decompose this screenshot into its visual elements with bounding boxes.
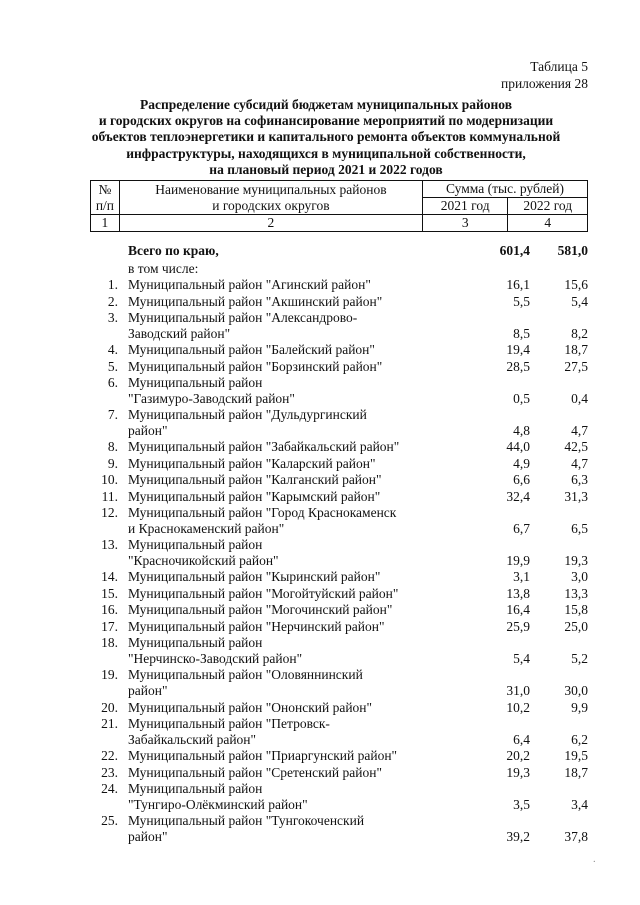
row-name: Муниципальный район "Забайкальский район": [128, 439, 400, 455]
row-value-2022: 9,9: [571, 699, 588, 715]
row-number: 3.: [107, 310, 118, 326]
row-value-2022: 8,2: [571, 325, 588, 341]
row-value-2022: 15,8: [564, 602, 588, 618]
header-year-2021: 2021 год: [422, 198, 507, 215]
table-row: [90, 635, 588, 666]
row-name: Муниципальный район "Калганский район": [128, 472, 382, 488]
row-number: 24.: [101, 781, 118, 797]
total-row: [90, 243, 588, 259]
row-value-2021: 3,5: [513, 796, 530, 812]
row-value-2021: 3,1: [513, 569, 530, 585]
table-row: [90, 277, 588, 293]
row-value-2022: 4,7: [571, 455, 588, 471]
row-name: Муниципальный район "Балейский район": [128, 342, 375, 358]
row-value-2021: 8,5: [513, 325, 530, 341]
row-number: 18.: [101, 635, 118, 651]
table-row: [90, 667, 588, 698]
column-index-3: 3: [422, 215, 507, 232]
row-value-2021: 0,5: [513, 390, 530, 406]
row-value-2021: 31,0: [506, 683, 530, 699]
row-name: Муниципальный район "Приаргунский район": [128, 748, 398, 764]
table-row: [90, 489, 588, 505]
table-row: [90, 765, 588, 781]
row-number: 16.: [101, 602, 118, 618]
table-row: [90, 439, 588, 455]
row-value-2022: 18,7: [564, 342, 588, 358]
row-value-2021: 19,3: [506, 764, 530, 780]
row-value-2021: 6,7: [513, 520, 530, 536]
column-index-2: 2: [119, 215, 422, 232]
appendix-reference: приложения 28: [500, 76, 588, 91]
row-number: 9.: [107, 455, 118, 471]
header-sum: Сумма (тыс. рублей): [422, 181, 587, 198]
row-value-2021: 44,0: [506, 439, 530, 455]
row-value-2022: 42,5: [564, 439, 588, 455]
row-value-2022: 13,3: [564, 585, 588, 601]
table-row: [90, 569, 588, 585]
table-row: [90, 342, 588, 358]
row-value-2022: 37,8: [564, 828, 588, 844]
row-value-2021: 28,5: [506, 358, 530, 374]
row-value-2021: 4,9: [513, 455, 530, 471]
table-body: [90, 243, 588, 845]
row-value-2022: 5,4: [571, 293, 588, 309]
row-name: Муниципальный район "Сретенский район": [128, 764, 382, 780]
row-number: 11.: [101, 488, 118, 504]
row-value-2022: 6,3: [571, 472, 588, 488]
row-number: 12.: [101, 505, 118, 521]
table-row: [90, 456, 588, 472]
including-row: [90, 261, 588, 277]
row-value-2022: 18,7: [564, 764, 588, 780]
row-number: 5.: [107, 358, 118, 374]
table-row: [90, 700, 588, 716]
column-index-4: 4: [508, 215, 588, 232]
row-name: Муниципальный район "Нерчинский район": [128, 618, 385, 634]
row-name: Муниципальный район "Газимуро-Заводский район": [128, 375, 295, 406]
row-number: 2.: [107, 293, 118, 309]
row-name: Муниципальный район "Борзинский район": [128, 358, 383, 374]
row-number: 14.: [101, 569, 118, 585]
row-value-2021: 16,4: [506, 602, 530, 618]
row-value-2021: 13,8: [506, 585, 530, 601]
table-row: [90, 294, 588, 310]
row-name: Муниципальный район "Кыринский район": [128, 569, 381, 585]
row-number: 25.: [101, 813, 118, 829]
table-row: [90, 748, 588, 764]
row-value-2022: 30,0: [564, 683, 588, 699]
row-name: Муниципальный район "Карымский район": [128, 488, 381, 504]
row-name: Муниципальный район "Дульдургинский район": [128, 407, 367, 438]
row-value-2021: 32,4: [506, 488, 530, 504]
row-name: Муниципальный район "Акшинский район": [128, 293, 383, 309]
table-row: [90, 813, 588, 844]
document-title: Распределение субсидий бюджетам муниципальных районов и городских округов на софинансирование мероприятий по модернизации объектов теплоэнергетики и капитального ремонта объектов коммунальной инфраструктуры, находящихся в муниципальной собственности, на плановый период 2021 и 2022 годов: [91, 97, 561, 177]
row-number: 19.: [101, 667, 118, 683]
row-number: 6.: [107, 375, 118, 391]
row-name: Муниципальный район "Александрово- Заводский район": [128, 310, 358, 341]
row-value-2022: 3,0: [571, 569, 588, 585]
row-number: 17.: [101, 618, 118, 634]
row-value-2022: 31,3: [564, 488, 588, 504]
row-value-2021: 6,4: [513, 731, 530, 747]
row-value-2021: 4,8: [513, 422, 530, 438]
row-value-2021: 5,5: [513, 293, 530, 309]
row-number: 22.: [101, 748, 118, 764]
table-header: [90, 180, 588, 232]
row-name: Муниципальный район "Красночикойский район": [128, 537, 279, 568]
column-index-1: 1: [91, 215, 120, 232]
row-name: Муниципальный район "Каларский район": [128, 455, 376, 471]
row-value-2022: 4,7: [571, 422, 588, 438]
row-name: Муниципальный район "Могочинский район": [128, 602, 393, 618]
row-name: Муниципальный район "Могойтуйский район": [128, 585, 399, 601]
row-value-2021: 5,4: [513, 650, 530, 666]
row-name: Муниципальный район "Ононский район": [128, 699, 373, 715]
table-row: [90, 407, 588, 438]
table-row: [90, 586, 588, 602]
table-number: Таблица 5: [530, 59, 588, 74]
table-row: [90, 602, 588, 618]
row-name: Муниципальный район "Петровск- Забайкальский район": [128, 716, 330, 747]
row-name: Муниципальный район "Тунгокоченский район": [128, 813, 365, 844]
row-number: 15.: [101, 585, 118, 601]
row-value-2021: 20,2: [506, 748, 530, 764]
row-name: Муниципальный район "Город Краснокаменск и Краснокаменский район": [128, 505, 397, 536]
row-number: 8.: [107, 439, 118, 455]
row-number: 4.: [107, 342, 118, 358]
row-name: Муниципальный район "Нерчинско-Заводский район": [128, 635, 303, 666]
scan-mark: ·: [592, 857, 596, 868]
table-row: [90, 716, 588, 747]
row-value-2022: 15,6: [564, 277, 588, 293]
table-row: [90, 472, 588, 488]
row-value-2022: 25,0: [564, 618, 588, 634]
header-year-2022: 2022 год: [508, 198, 588, 215]
table-row: [90, 781, 588, 812]
table-row: [90, 619, 588, 635]
row-value-2022: 6,2: [571, 731, 588, 747]
row-value-2022: 5,2: [571, 650, 588, 666]
row-value-2021: 10,2: [506, 699, 530, 715]
row-number: 20.: [101, 699, 118, 715]
table-row: [90, 375, 588, 406]
including-label: в том числе:: [128, 260, 199, 276]
row-number: 10.: [101, 472, 118, 488]
header-number: № п/п: [91, 181, 120, 215]
row-number: 21.: [101, 716, 118, 732]
table-row: [90, 537, 588, 568]
header-name: Наименование муниципальных районов и городских округов: [119, 181, 422, 215]
row-value-2022: 6,5: [571, 520, 588, 536]
row-value-2022: 27,5: [564, 358, 588, 374]
row-number: 23.: [101, 764, 118, 780]
row-value-2021: 25,9: [506, 618, 530, 634]
total-2021: 601,4: [499, 243, 530, 258]
total-2022: 581,0: [557, 243, 588, 258]
row-value-2021: 6,6: [513, 472, 530, 488]
row-value-2022: 0,4: [571, 390, 588, 406]
row-name: Муниципальный район "Агинский район": [128, 277, 371, 293]
row-name: Муниципальный район "Оловяннинский район": [128, 667, 363, 699]
table-reference: [501, 58, 588, 92]
row-value-2022: 19,5: [564, 748, 588, 764]
table-row: [90, 505, 588, 536]
row-value-2021: 39,2: [506, 828, 530, 844]
row-number: 1.: [107, 277, 118, 293]
district-list: [90, 277, 588, 844]
row-value-2021: 19,9: [506, 552, 530, 568]
total-label: Всего по краю,: [128, 243, 219, 258]
row-number: 7.: [107, 407, 118, 423]
row-name: Муниципальный район "Тунгиро-Олёкминский район": [128, 781, 308, 812]
row-value-2021: 16,1: [506, 277, 530, 293]
row-number: 13.: [101, 537, 118, 553]
row-value-2021: 19,4: [506, 342, 530, 358]
row-value-2022: 19,3: [564, 552, 588, 568]
table-row: [90, 310, 588, 341]
table-row: [90, 359, 588, 375]
row-value-2022: 3,4: [571, 796, 588, 812]
